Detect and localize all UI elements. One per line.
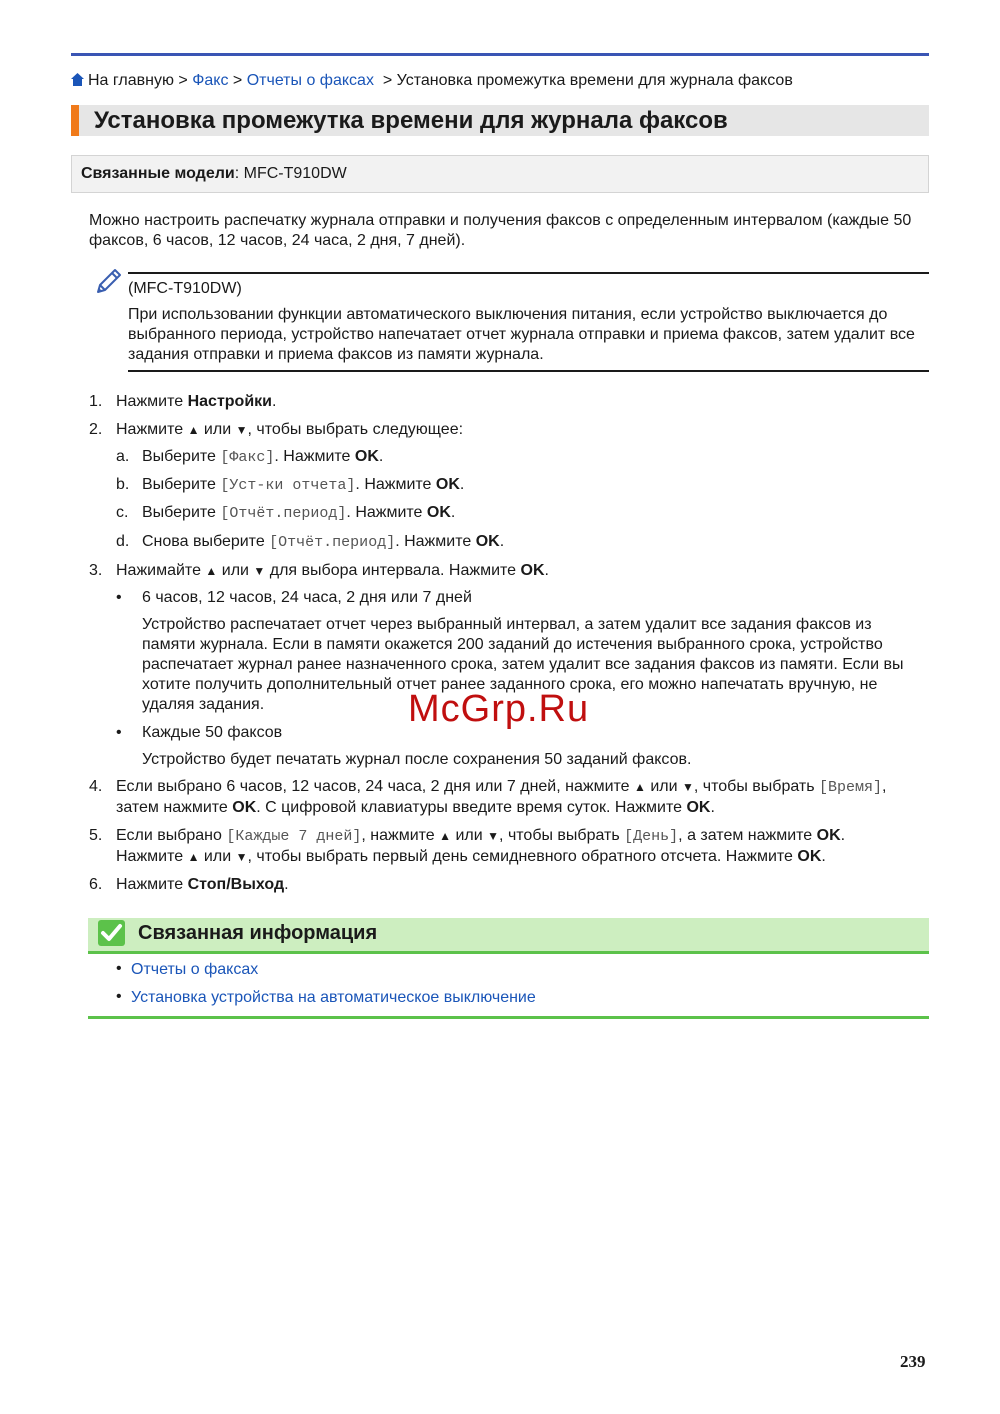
note-rule-top [128, 272, 929, 274]
option-description: Устройство будет печатать журнал после сохранения 50 заданий факсов. [142, 751, 692, 768]
related-info-title: Связанная информация [138, 922, 378, 944]
step-letter: a. [116, 448, 130, 465]
down-arrow-icon: ▼ [487, 829, 500, 843]
step-text: , чтобы выбрать первый день семидневного обратного отсчета. Нажмите [247, 848, 798, 865]
option-title: 6 часов, 12 часов, 24 часа, 2 дня или 7 дней [142, 589, 472, 606]
step-letter: c. [116, 504, 129, 521]
watermark: McGrp.Ru [408, 688, 590, 730]
step-text: . [450, 504, 456, 521]
step-text: . [499, 533, 505, 550]
menu-option: [Отчёт.период] [269, 534, 396, 551]
related-models-box: Связанные модели: MFC-T910DW [71, 155, 929, 193]
step-text: , чтобы выбрать следующее: [247, 421, 464, 438]
step-text: . [272, 393, 277, 410]
breadcrumb-current: Установка промежутка времени для журнала факсов [396, 72, 793, 89]
step-number: 1. [89, 393, 103, 410]
menu-option: [Каждые 7 дней] [226, 828, 362, 845]
ok-key-label: OK [475, 533, 500, 550]
step-text: или [645, 778, 682, 795]
related-link-fax-reports [131, 960, 258, 980]
home-icon[interactable] [71, 73, 84, 86]
breadcrumb-separator: > [232, 72, 243, 89]
ok-key-label: OK [816, 827, 841, 844]
note-rule-bottom [128, 370, 929, 372]
page-number: 239 [900, 1352, 926, 1371]
bullet: • [116, 589, 122, 606]
up-arrow-icon: ▲ [634, 780, 646, 794]
step-text: или [199, 421, 236, 438]
up-arrow-icon: ▲ [187, 850, 200, 864]
step-text: для выбора интервала. Нажмите [265, 562, 521, 579]
step-text: или [217, 562, 254, 579]
related-info-header [88, 918, 929, 954]
step-number: 3. [89, 562, 103, 579]
step-text: Снова выберите [142, 533, 270, 550]
step-text: . Нажмите [395, 533, 476, 550]
step-text: , нажмите [361, 827, 440, 844]
models-value: MFC-T910DW [243, 165, 347, 182]
up-arrow-icon: ▲ [439, 829, 452, 843]
up-arrow-icon: ▲ [187, 423, 200, 437]
menu-option: [Факс] [220, 449, 275, 466]
related-link-auto-power-off-anchor[interactable]: Установка устройства на автоматическое выключение [131, 989, 536, 1006]
step-text: . Нажмите [355, 476, 436, 493]
option-title: Каждые 50 факсов [142, 724, 283, 741]
step-text: , а затем нажмите [678, 827, 817, 844]
note-box [89, 263, 929, 373]
step-letter: b. [116, 476, 130, 493]
menu-option: [Время] [819, 779, 883, 796]
models-label: Связанные модели [81, 165, 235, 182]
step-text: Нажмите [116, 393, 188, 410]
step-text: . [378, 448, 384, 465]
step-letter: d. [116, 533, 130, 550]
breadcrumb-link-fax[interactable]: Факс [192, 72, 229, 89]
ok-key-label: OK [426, 504, 451, 521]
down-arrow-icon: ▼ [235, 850, 248, 864]
bullet: • [116, 724, 122, 741]
step-text: . [284, 876, 289, 893]
bullet: • [116, 988, 122, 1005]
title-accent [71, 105, 79, 136]
ok-key-label: OK [435, 476, 460, 493]
step-text: или [451, 827, 488, 844]
menu-option: [Отчёт.период] [220, 505, 347, 522]
step-text: . С цифровой клавиатуры введите время суток. Нажмите [256, 799, 687, 816]
step-text: , затем нажмите [116, 778, 887, 816]
step-text: Нажмите [116, 848, 188, 865]
page-title: Установка промежутка времени для журнала факсов [94, 107, 728, 134]
step-text: . Нажмите [346, 504, 427, 521]
menu-option: [Уст-ки отчета] [220, 477, 356, 494]
down-arrow-icon: ▼ [235, 423, 248, 437]
breadcrumb [71, 71, 793, 91]
note-text: При использовании функции автоматического выключения питания, если устройство выключается до выбранного периода, устройство напечатает отчет журнала отправки и приема факсов, затем удалит все задания отправки и приема факсов из памяти журнала. [128, 306, 915, 363]
ok-key-label: OK [354, 448, 379, 465]
checkmark-icon [98, 920, 125, 946]
breadcrumb-separator: > [382, 72, 393, 89]
step-text: Нажмите [116, 421, 188, 438]
step-text: . [821, 848, 826, 865]
page-title-bar [71, 105, 929, 136]
option-description: Устройство распечатает отчет через выбранный интервал, а затем удалит все задания факсов из памяти журнала. Если в памяти окажется 200 заданий до истечения выбранного срока, устройство распечатает журнал ранее назначенного срока, затем удалит все задания факсов из памяти. Если вы хотите получить дополнительный отчет ранее заданного срока, его можно напечатать вручную, не удаляя задания. [142, 616, 904, 713]
menu-option: [День] [624, 828, 679, 845]
down-arrow-icon: ▼ [682, 780, 694, 794]
step-text: Если выбрано 6 часов, 12 часов, 24 часа, 2 дня или 7 дней, нажмите [116, 778, 634, 795]
step-text: Выберите [142, 476, 221, 493]
step-text: , чтобы выбрать [499, 827, 625, 844]
step-text: . [544, 562, 549, 579]
step-text: Нажимайте [116, 562, 206, 579]
bullet: • [116, 960, 122, 977]
ok-key-label: OK [797, 848, 822, 865]
step-number: 6. [89, 876, 103, 893]
breadcrumb-separator: > [178, 72, 188, 89]
related-bottom-rule [88, 1016, 929, 1019]
step-text: Выберите [142, 448, 221, 465]
breadcrumb-link-fax-reports[interactable]: Отчеты о факсах [246, 72, 374, 89]
step-number: 5. [89, 827, 103, 844]
step-text: Выберите [142, 504, 221, 521]
settings-key-label: Настройки [187, 393, 273, 410]
pencil-icon [92, 266, 124, 298]
step-text: Если выбрано [116, 827, 227, 844]
step-text: , чтобы выбрать [693, 778, 819, 795]
ok-key-label: OK [686, 799, 711, 816]
step-number: 4. [89, 778, 103, 795]
step-text: . [840, 827, 846, 844]
step-text: . Нажмите [274, 448, 355, 465]
top-rule [71, 53, 929, 56]
intro-paragraph: Можно настроить распечатку журнала отправки и получения факсов с определенным интервалом (каждые 50 факсов, 6 часов, 12 часов, 24 часа, 2 дня, 7 дней). [89, 212, 912, 249]
ok-key-label: OK [232, 799, 257, 816]
step-text: . [710, 799, 715, 816]
down-arrow-icon: ▼ [253, 564, 266, 578]
note-model: (MFC-T910DW) [128, 280, 242, 297]
up-arrow-icon: ▲ [205, 564, 218, 578]
ok-key-label: OK [520, 562, 545, 579]
step-number: 2. [89, 421, 103, 438]
step-text: или [199, 848, 236, 865]
step-text: Нажмите [116, 876, 188, 893]
step-text: . [459, 476, 465, 493]
stop-exit-key-label: Стоп/Выход [187, 876, 285, 893]
related-link-auto-power-off [131, 988, 536, 1008]
breadcrumb-home[interactable]: На главную [88, 72, 174, 89]
related-link-fax-reports-anchor[interactable]: Отчеты о факсах [131, 961, 259, 978]
